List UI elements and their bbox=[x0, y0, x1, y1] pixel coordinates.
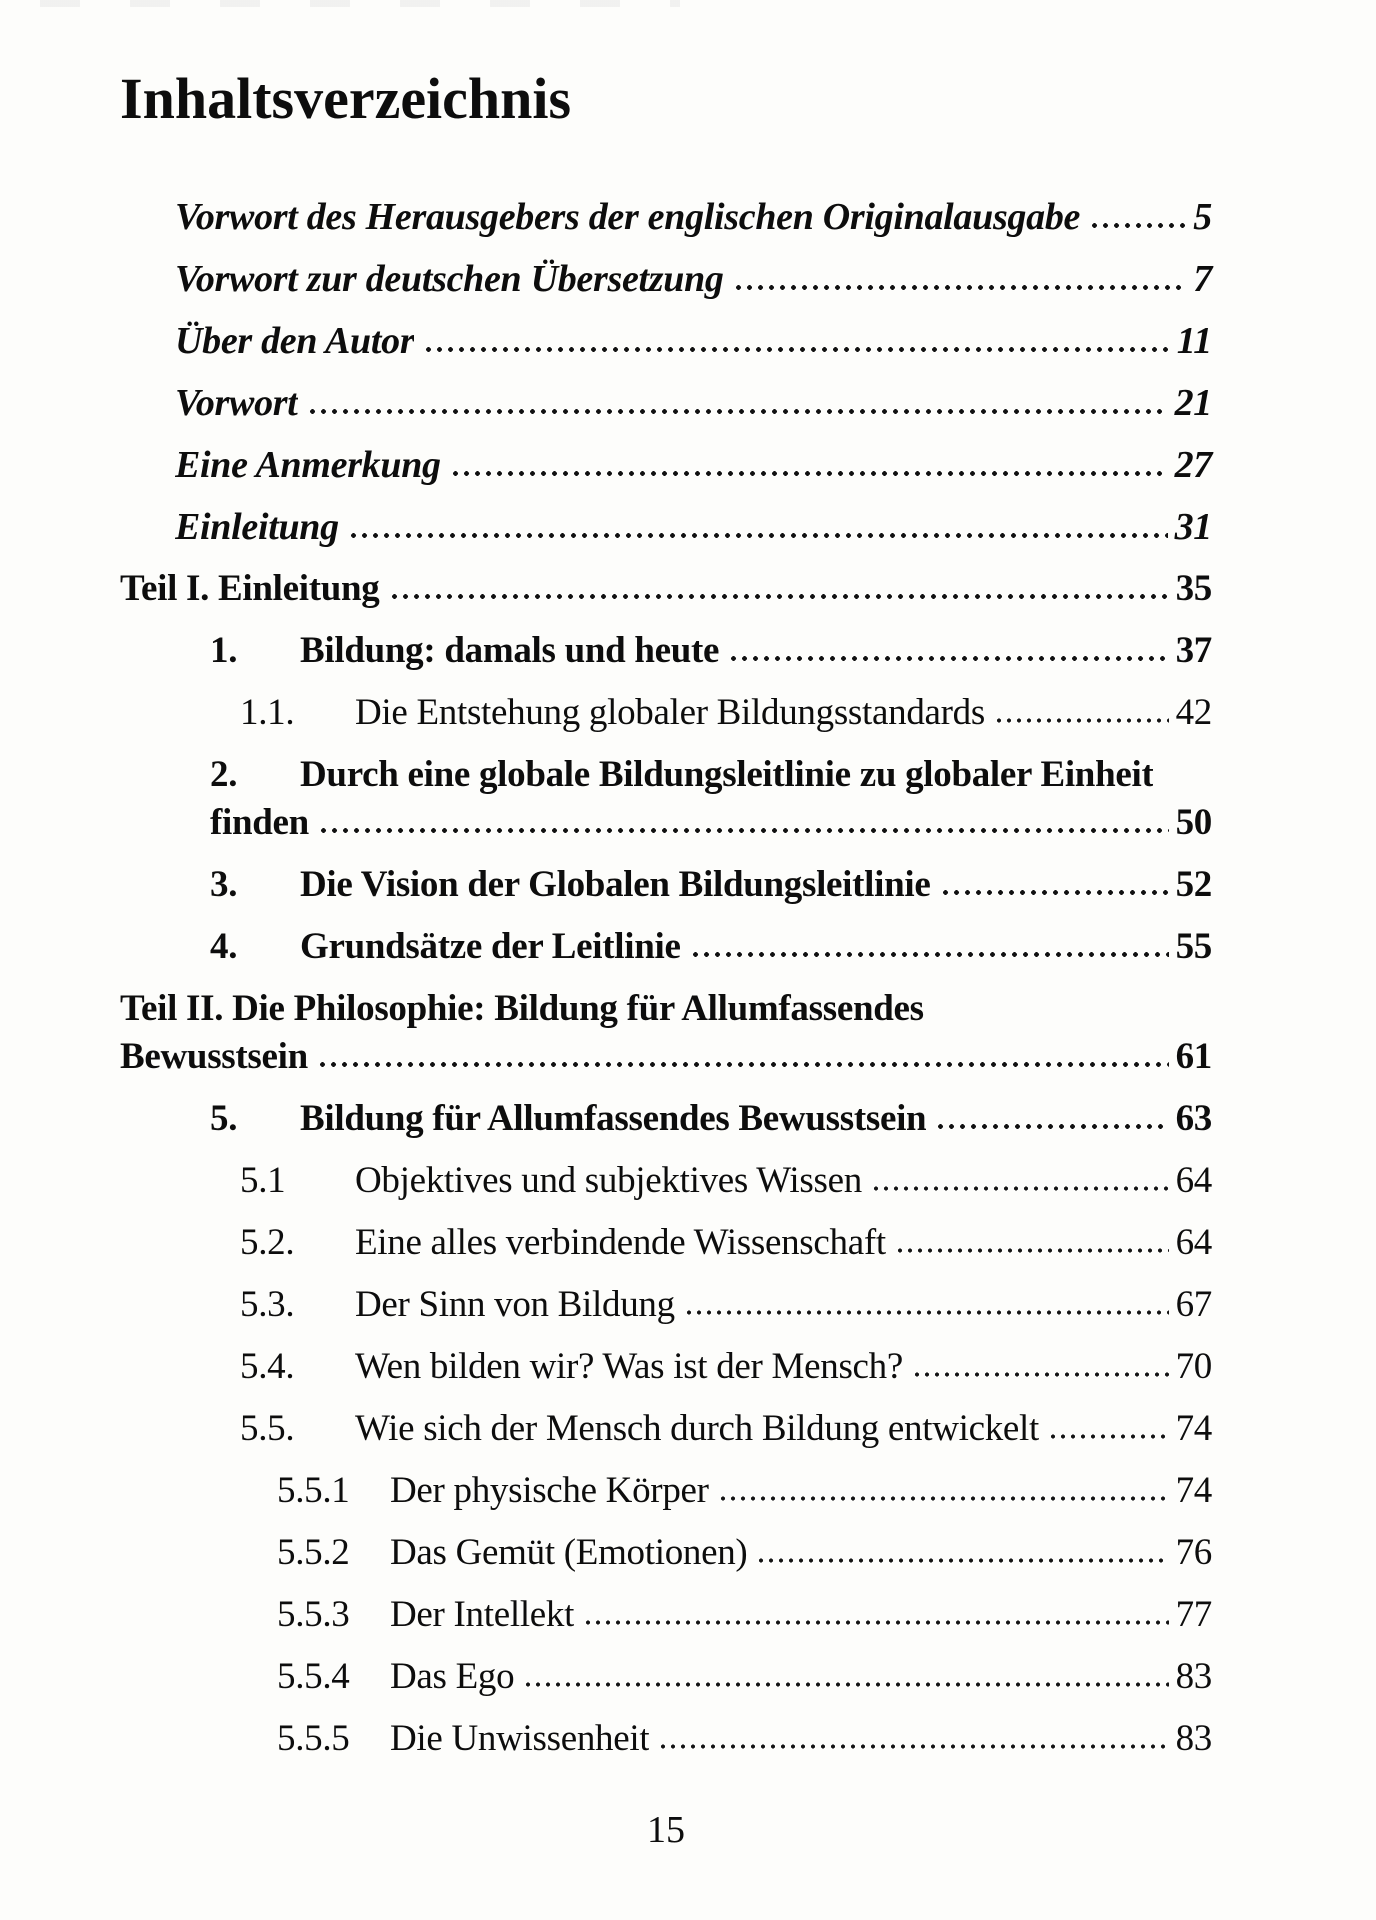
entry-label: Grundsätze der Leitlinie bbox=[300, 926, 681, 967]
entry-page-number: 74 bbox=[1175, 1408, 1212, 1449]
toc-entry bbox=[120, 380, 1212, 426]
dot-leader bbox=[1048, 1433, 1169, 1440]
toc-entry bbox=[120, 1034, 1212, 1080]
entry-label: Teil I. Einleitung bbox=[120, 568, 380, 609]
toc-entry bbox=[120, 194, 1212, 240]
entry-number: 5.5.2 bbox=[277, 1532, 350, 1573]
dot-leader bbox=[348, 532, 1168, 539]
entry-number: 2. bbox=[210, 754, 238, 795]
entry-page-number: 21 bbox=[1174, 382, 1212, 424]
entry-number: 5.5. bbox=[240, 1408, 295, 1449]
entry-page-number: 83 bbox=[1175, 1656, 1212, 1697]
entry-page-number: 55 bbox=[1175, 926, 1212, 967]
entry-label: Vorwort des Herausgebers der englischen Originalausgabe bbox=[175, 196, 1081, 238]
entry-label: Die Unwissenheit bbox=[390, 1718, 650, 1759]
entry-label: Bildung für Allumfassendes Bewusstsein bbox=[300, 1098, 927, 1139]
page-title: Inhaltsverzeichnis bbox=[120, 66, 572, 131]
toc-entry bbox=[120, 1530, 1212, 1576]
entry-label: Bildung: damals und heute bbox=[300, 630, 720, 671]
entry-page-number: 67 bbox=[1175, 1284, 1212, 1325]
toc-entry bbox=[120, 690, 1212, 736]
entry-number: 5.3. bbox=[240, 1284, 295, 1325]
toc-entry bbox=[120, 256, 1212, 302]
toc-entry bbox=[120, 986, 1212, 1032]
toc-entry bbox=[120, 1344, 1212, 1390]
toc-entry bbox=[120, 1716, 1212, 1762]
toc-entry bbox=[120, 1654, 1212, 1700]
entry-page-number: 76 bbox=[1175, 1532, 1212, 1573]
dot-leader bbox=[684, 1309, 1169, 1316]
entry-page-number: 35 bbox=[1175, 568, 1212, 609]
entry-label: Objektives und subjektives Wissen bbox=[355, 1160, 862, 1201]
dot-leader bbox=[389, 593, 1169, 600]
entry-number: 5.5.5 bbox=[277, 1718, 350, 1759]
dot-leader bbox=[307, 408, 1168, 415]
entry-label: Eine alles verbindende Wissenschaft bbox=[355, 1222, 886, 1263]
entry-page-number: 83 bbox=[1175, 1718, 1212, 1759]
toc-entry bbox=[120, 504, 1212, 550]
entry-label: Teil II. Die Philosophie: Bildung für Allumfassendes bbox=[120, 988, 924, 1029]
entry-page-number: 42 bbox=[1175, 692, 1212, 733]
toc-entry bbox=[120, 1468, 1212, 1514]
toc-entry bbox=[120, 318, 1212, 364]
dot-leader bbox=[895, 1247, 1169, 1254]
dot-leader bbox=[318, 827, 1169, 834]
toc-entry bbox=[120, 1282, 1212, 1328]
dot-leader bbox=[523, 1681, 1168, 1688]
entry-number: 5.5.4 bbox=[277, 1656, 350, 1697]
entry-label: Über den Autor bbox=[175, 320, 415, 362]
entry-label: Der Intellekt bbox=[390, 1594, 575, 1635]
entry-page-number: 52 bbox=[1175, 864, 1212, 905]
dot-leader bbox=[690, 951, 1169, 958]
entry-number: 5.5.3 bbox=[277, 1594, 350, 1635]
entry-label: Der Sinn von Bildung bbox=[355, 1284, 675, 1325]
entry-number: 5. bbox=[210, 1098, 238, 1139]
page-number-footer: 15 bbox=[647, 1809, 685, 1851]
entry-number: 5.4. bbox=[240, 1346, 295, 1387]
entry-label: Die Vision der Globalen Bildungsleitlinie bbox=[300, 864, 931, 905]
toc-entry bbox=[120, 924, 1212, 970]
toc-entry bbox=[120, 1096, 1212, 1142]
entry-page-number: 64 bbox=[1175, 1222, 1212, 1263]
toc-page-content bbox=[120, 66, 1212, 1778]
entry-number: 1.1. bbox=[240, 692, 295, 733]
dot-leader bbox=[912, 1371, 1169, 1378]
entry-number: 4. bbox=[210, 926, 238, 967]
entry-number: 3. bbox=[210, 864, 238, 905]
entry-label: Bewusstsein bbox=[120, 1036, 308, 1077]
toc-entry bbox=[120, 1220, 1212, 1266]
toc-entry bbox=[120, 1406, 1212, 1452]
entry-page-number: 31 bbox=[1174, 506, 1212, 548]
entry-number: 1. bbox=[210, 630, 238, 671]
entry-page-number: 5 bbox=[1193, 196, 1212, 238]
entry-label: Wen bilden wir? Was ist der Mensch? bbox=[355, 1346, 903, 1387]
entry-number: 5.1 bbox=[240, 1160, 286, 1201]
dot-leader bbox=[756, 1557, 1168, 1564]
toc-entry bbox=[120, 442, 1212, 488]
toc-entry bbox=[120, 1592, 1212, 1638]
entry-page-number: 37 bbox=[1175, 630, 1212, 671]
dot-leader bbox=[728, 655, 1168, 662]
dot-leader bbox=[317, 1061, 1169, 1068]
entry-page-number: 77 bbox=[1175, 1594, 1212, 1635]
dot-leader bbox=[940, 889, 1169, 896]
entry-label: Die Entstehung globaler Bildungsstandards bbox=[355, 692, 985, 733]
toc-entry bbox=[120, 752, 1212, 798]
dot-leader bbox=[935, 1123, 1168, 1130]
scan-artifact bbox=[40, 0, 680, 7]
dot-leader bbox=[1089, 222, 1186, 229]
entry-page-number: 7 bbox=[1193, 258, 1212, 300]
entry-page-number: 74 bbox=[1175, 1470, 1212, 1511]
dot-leader bbox=[733, 284, 1187, 291]
entry-label: Durch eine globale Bildungsleitlinie zu globaler Einheit bbox=[300, 754, 1154, 795]
entry-label: Der physische Körper bbox=[390, 1470, 709, 1511]
toc-entry bbox=[120, 628, 1212, 674]
entry-page-number: 11 bbox=[1176, 320, 1212, 362]
entry-page-number: 70 bbox=[1175, 1346, 1212, 1387]
toc-entry bbox=[120, 566, 1212, 612]
toc-entry bbox=[120, 800, 1212, 846]
entry-page-number: 64 bbox=[1175, 1160, 1212, 1201]
dot-leader bbox=[871, 1185, 1169, 1192]
entry-number: 5.5.1 bbox=[277, 1470, 350, 1511]
dot-leader bbox=[718, 1495, 1169, 1502]
entry-page-number: 50 bbox=[1175, 802, 1212, 843]
dot-leader bbox=[423, 346, 1169, 353]
entry-label: Einleitung bbox=[175, 506, 339, 548]
entry-label: Eine Anmerkung bbox=[175, 444, 441, 486]
entry-label: Wie sich der Mensch durch Bildung entwickelt bbox=[355, 1408, 1040, 1449]
entry-label: Vorwort bbox=[175, 382, 298, 424]
dot-leader bbox=[994, 717, 1169, 724]
entry-label: Vorwort zur deutschen Übersetzung bbox=[175, 258, 724, 300]
dot-leader bbox=[658, 1743, 1168, 1750]
entry-label: Das Ego bbox=[390, 1656, 515, 1697]
entry-label: Das Gemüt (Emotionen) bbox=[390, 1532, 748, 1573]
toc-entry bbox=[120, 862, 1212, 908]
entry-label: finden bbox=[210, 802, 309, 843]
entry-page-number: 61 bbox=[1175, 1036, 1212, 1077]
entry-page-number: 63 bbox=[1175, 1098, 1212, 1139]
table-of-contents bbox=[120, 194, 1212, 1762]
dot-leader bbox=[583, 1619, 1168, 1626]
entry-page-number: 27 bbox=[1174, 444, 1212, 486]
dot-leader bbox=[450, 470, 1168, 477]
toc-entry bbox=[120, 1158, 1212, 1204]
entry-number: 5.2. bbox=[240, 1222, 295, 1263]
